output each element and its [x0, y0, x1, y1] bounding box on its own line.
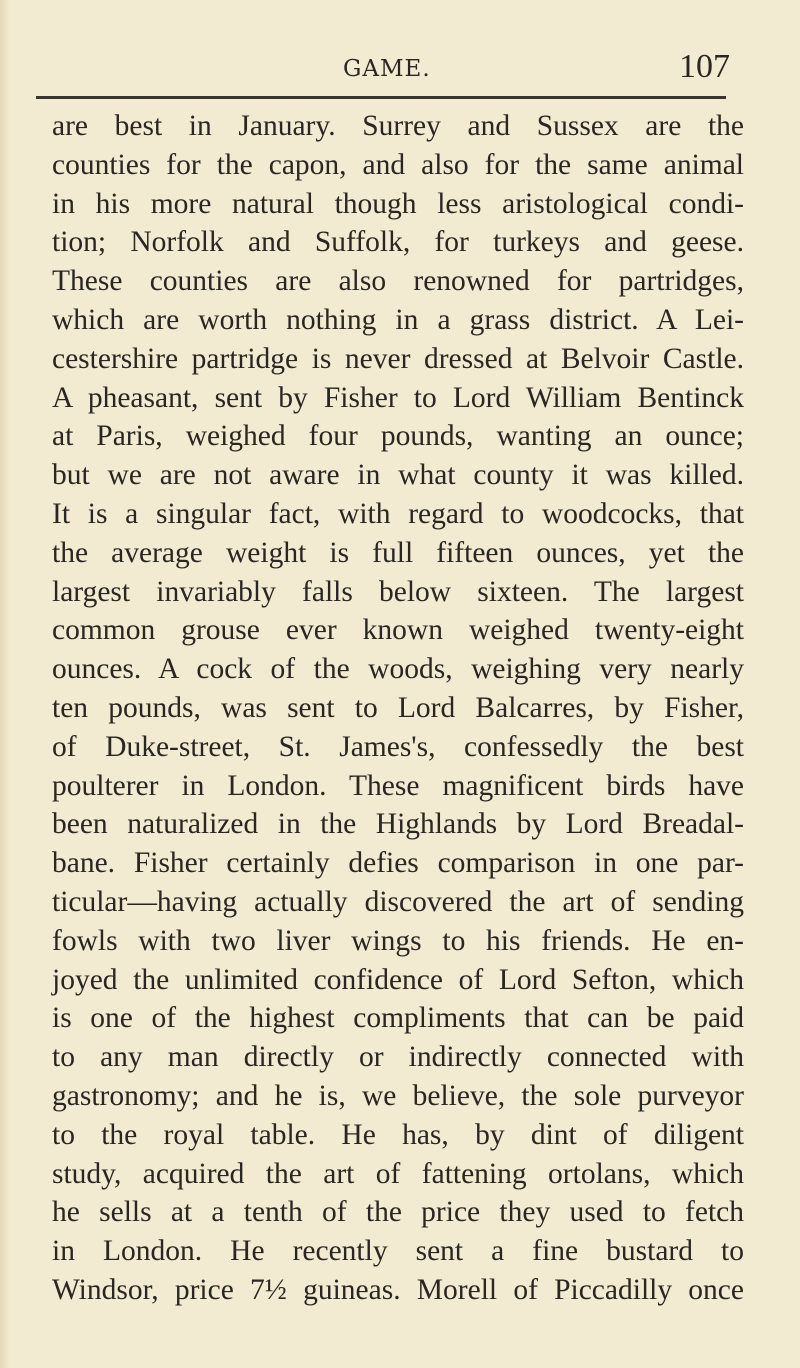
page-header	[30, 48, 730, 88]
text-line: ten pounds, was sent to Lord Balcarres, by Fisher,	[52, 691, 744, 724]
text-line: in London. He recently sent a fine bustard to	[52, 1235, 744, 1268]
page-gutter-shadow	[0, 0, 10, 1368]
text-line: counties for the capon, and also for the same animal	[52, 148, 744, 181]
text-line: ounces. A cock of the woods, weighing very nearly	[52, 653, 744, 686]
text-line: the average weight is full fifteen ounces, yet the	[52, 536, 744, 569]
text-line: fowls with two liver wings to his friends. He en-	[52, 924, 744, 957]
text-line: but we are not aware in what county it was killed.	[52, 459, 744, 492]
text-line: poulterer in London. These magnificent birds have	[52, 769, 744, 802]
text-line: It is a singular fact, with regard to woodcocks, that	[52, 497, 744, 530]
body-text	[52, 107, 744, 1310]
text-line: tion; Norfolk and Suffolk, for turkeys and geese.	[52, 226, 744, 259]
text-line: common grouse ever known weighed twenty-eight	[52, 614, 744, 647]
text-line: of Duke-street, St. James's, confessedly the best	[52, 730, 744, 763]
text-line: A pheasant, sent by Fisher to Lord William Bentinck	[52, 381, 744, 414]
text-line: to the royal table. He has, by dint of diligent	[52, 1118, 744, 1151]
text-line: ticular—having actually discovered the art of sending	[52, 885, 744, 918]
text-line: largest invariably falls below sixteen. The largest	[52, 575, 744, 608]
page-number: 107	[679, 48, 730, 85]
text-line: to any man directly or indirectly connected with	[52, 1041, 744, 1074]
text-line: are best in January. Surrey and Sussex are the	[52, 110, 744, 142]
running-head: GAME.	[343, 56, 431, 82]
text-line: at Paris, weighed four pounds, wanting an ounce;	[52, 420, 744, 453]
text-line: in his more natural though less aristological condi-	[52, 187, 744, 220]
text-line: study, acquired the art of fattening ortolans, which	[52, 1157, 744, 1190]
text-line: These counties are also renowned for partridges,	[52, 265, 744, 298]
text-line: he sells at a tenth of the price they used to fetch	[52, 1196, 744, 1229]
text-line: cestershire partridge is never dressed at Belvoir Castle.	[52, 342, 744, 375]
header-rule	[36, 96, 726, 99]
text-line: is one of the highest compliments that can be paid	[52, 1002, 744, 1035]
text-line: which are worth nothing in a grass district. A Lei-	[52, 303, 744, 336]
text-line: joyed the unlimited confidence of Lord Sefton, which	[52, 963, 744, 996]
text-line: Windsor, price 7½ guineas. Morell of Piccadilly once	[52, 1273, 744, 1306]
text-line: bane. Fisher certainly defies comparison in one par-	[52, 847, 744, 880]
text-line: been naturalized in the Highlands by Lord Breadal-	[52, 808, 744, 841]
text-line: gastronomy; and he is, we believe, the sole purveyor	[52, 1079, 744, 1112]
